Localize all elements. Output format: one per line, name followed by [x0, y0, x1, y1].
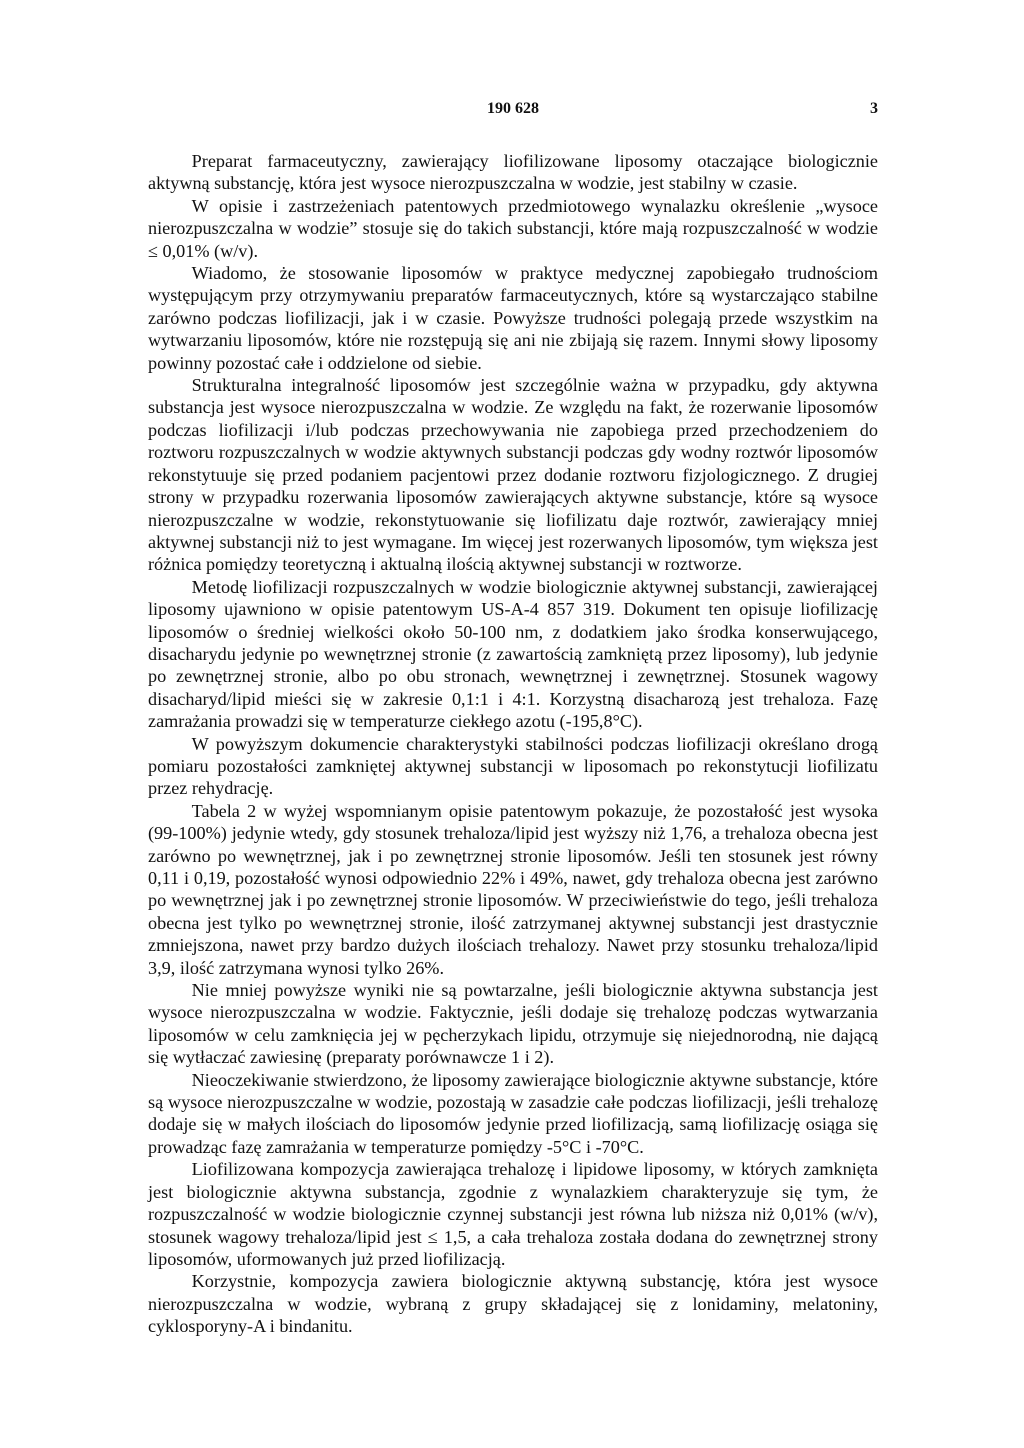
body-text: [148, 150, 878, 1338]
page-header: [148, 100, 878, 124]
paragraph: Nieoczekiwanie stwierdzono, że liposomy zawierające biologicznie aktywne substancje, które są wysoce nierozpuszczalne w wodzie, pozostają w zasadzie całe podczas liofilizacji, jeśli trehalozę dodaje się w małych ilościach do liposomów jedynie przed liofilizacją, samą liofilizację osiąga się prowadząc fazę zamrażania w temperaturze pomiędzy -5°C i -70°C.: [148, 1069, 878, 1157]
paragraph: Tabela 2 w wyżej wspomnianym opisie patentowym pokazuje, że pozostałość jest wysoka (99-100%) jedynie wtedy, gdy stosunek trehaloza/lipid jest wyższy niż 1,76, a trehaloza obecna jest zarówno po wewnętrznej, jak i po zewnętrznej stronie liposomów. Jeśli ten stosunek jest równy 0,11 i 0,19, pozostałość wynosi odpowiednio 22% i 49%, nawet, gdy trehaloza obecna jest zarówno po wewnętrznej jak i po zewnętrznej stronie liposomów. W przeciwieństwie do tego, jeśli trehaloza obecna jest tylko po wewnętrznej stronie, ilość zatrzymanej aktywnej substancji jest drastycznie zmniejszona, nawet przy bardzo dużych ilościach trehalozy. Nawet przy stosunku trehaloza/lipid 3,9, ilość zatrzymana wynosi tylko 26%.: [148, 800, 878, 978]
paragraph: W opisie i zastrzeżeniach patentowych przedmiotowego wynalazku określenie „wysoce nierozpuszczalna w wodzie” stosuje się do takich substancji, które mają rozpuszczalność w wodzie ≤ 0,01% (w/v).: [148, 195, 878, 261]
paragraph: Preparat farmaceutyczny, zawierający liofilizowane liposomy otaczające biologicznie aktywną substancję, która jest wysoce nierozpuszczalna w wodzie, jest stabilny w czasie.: [148, 151, 878, 194]
paragraph: Strukturalna integralność liposomów jest szczególnie ważna w przypadku, gdy aktywna substancja jest wysoce nierozpuszczalna w wodzie. Ze względu na fakt, że rozerwanie liposomów podczas liofilizacji i/lub podczas przechowywania nie zapobiega przed przechodzeniem do roztworu rozpuszczalnych w wodzie aktywnych substancji podczas gdy wodny roztwór liposomów rekonstytuuje się przed podaniem pacjentowi przez dodanie roztworu fizjologicznego. Z drugiej strony w przypadku rozerwania liposomów zawierających aktywne substancje, które są wysoce nierozpuszczalne w wodzie, rekonstytuowanie się liofilizatu daje roztwór, zawierający mniej aktywnej substancji niż to jest wymagane. Im więcej jest rozerwanych liposomów, tym większa jest różnica pomiędzy teoretyczną i aktualną ilością aktywnej substancji w roztworze.: [148, 375, 878, 575]
paragraph: Metodę liofilizacji rozpuszczalnych w wodzie biologicznie aktywnej substancji, zawierającej liposomy ujawniono w opisie patentowym US-A-4 857 319. Dokument ten opisuje liofilizację liposomów o średniej wielkości około 50-100 nm, z dodatkiem jako środka konserwującego, disacharydu jedynie po wewnętrznej stronie (z zawartością zamkniętą przez liposomy), lub jedynie po zewnętrznej stronie, albo po obu stronach, wewnętrznej i zewnętrznej. Stosunek wagowy disacharyd/lipid mieści się w zakresie 0,1:1 i 4:1. Korzystną disacharozą jest trehaloza. Fazę zamrażania prowadzi się w temperaturze ciekłego azotu (-195,8°C).: [148, 576, 878, 732]
paragraph: Liofilizowana kompozycja zawierająca trehalozę i lipidowe liposomy, w których zamknięta jest biologicznie aktywna substancja, zgodnie z wynalazkiem charakteryzuje się tym, że rozpuszczalność w wodzie biologicznie czynnej substancji jest równa lub niższa niż 0,01% (w/v), stosunek wagowy trehaloza/lipid jest ≤ 1,5, a cała trehaloza została dodana do zewnętrznej strony liposomów, uformowanych już przed liofilizacją.: [148, 1159, 878, 1269]
paragraph: Nie mniej powyższe wyniki nie są powtarzalne, jeśli biologicznie aktywna substancja jest wysoce nierozpuszczalna w wodzie. Faktycznie, jeśli dodaje się trehalozę podczas wytwarzania liposomów w celu zamknięcia jej w pęcherzykach lipidu, otrzymuje się niejednorodną, nie dającą się wytłaczać zawiesinę (preparaty porównawcze 1 i 2).: [148, 980, 878, 1068]
document-number: 190 628: [487, 100, 539, 117]
paragraph: Wiadomo, że stosowanie liposomów w praktyce medycznej zapobiegało trudnościom występującym przy otrzymywaniu preparatów farmaceutycznych, które są wystarczająco stabilne zarówno podczas liofilizacji, jak i w czasie. Powyższe trudności polegają przede wszystkim na wytwarzaniu liposomów, które nie rozstępują się ani nie zbijają się razem. Innymi słowy liposomy powinny pozostać całe i oddzielone od siebie.: [148, 263, 878, 373]
page-number: 3: [870, 100, 878, 117]
paragraph: Korzystnie, kompozycja zawiera biologicznie aktywną substancję, która jest wysoce nierozpuszczalna w wodzie, wybraną z grupy składającej się z lonidaminy, melatoniny, cyklosporyny-A i bindanitu.: [148, 1271, 878, 1337]
paragraph: W powyższym dokumencie charakterystyki stabilności podczas liofilizacji określano drogą pomiaru pozostałości zamkniętej aktywnej substancji w liposomach po rekonstytucji liofilizatu przez rehydrację.: [148, 733, 878, 799]
